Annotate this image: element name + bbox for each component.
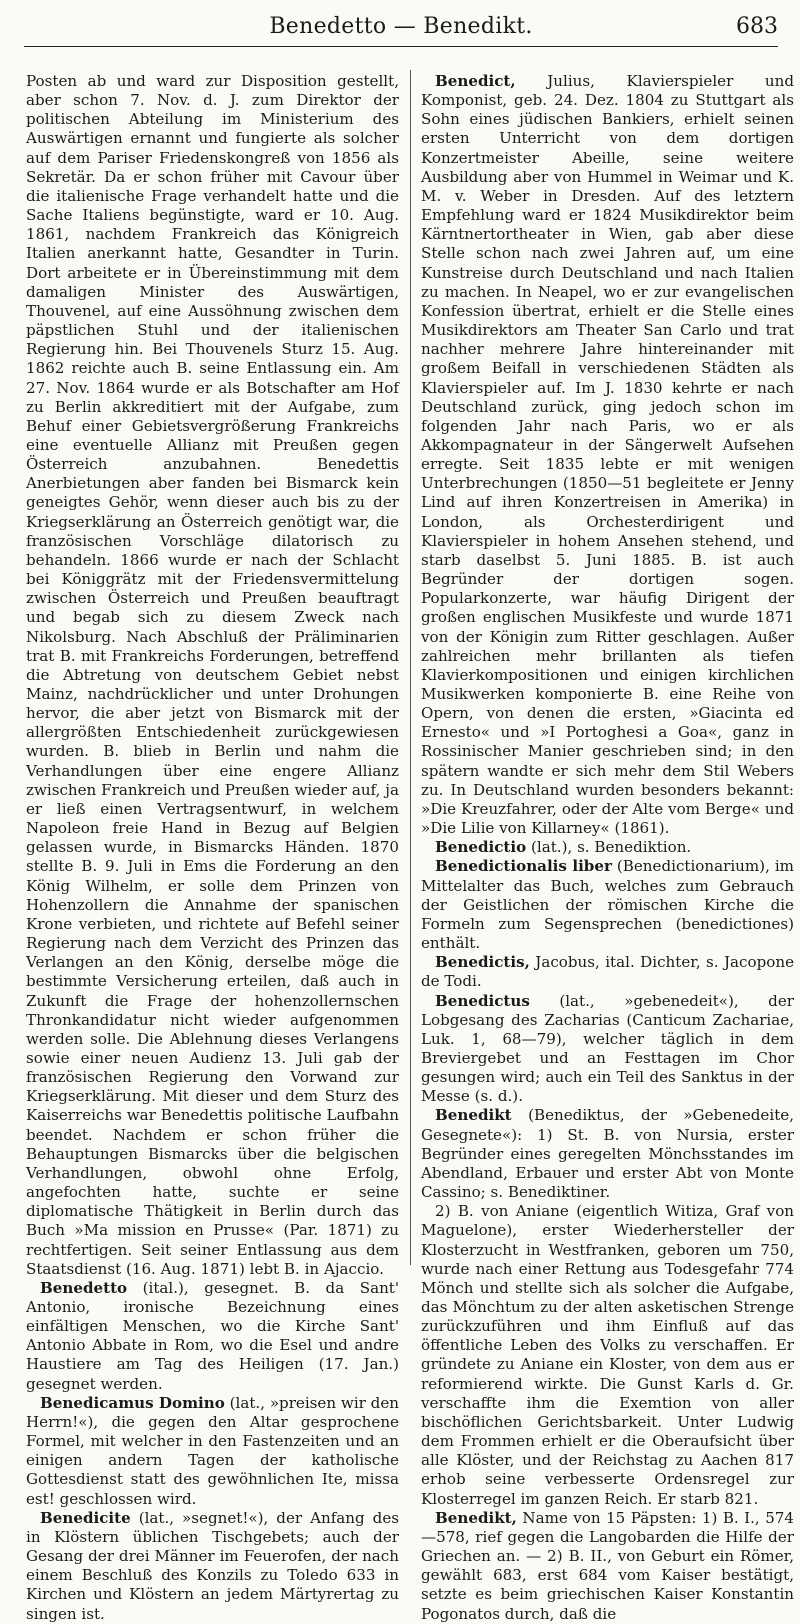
headword: Benedetto (40, 1278, 128, 1297)
entry-benedikt-saints (421, 1106, 794, 1202)
headword: Benedicite (40, 1508, 131, 1527)
entry-text: Jacobus, ital. Dichter, s. Jacopone de Todi. (421, 953, 794, 991)
page-number: 683 (736, 14, 778, 39)
entry-text: (Benedictionarium), im Mittelalter das Buch, welches zum Gebrauch der Geistlichen der römischen Kirche die Formeln zum Segensprechen (benedictiones) enthält. (421, 857, 794, 953)
right-column (421, 72, 794, 1624)
headword: Benedicamus Domino (40, 1393, 225, 1412)
entry-benedikt-aniane: 2) B. von Aniane (eigentlich Witiza, Graf von Maguelone), erster Wiederhersteller der Klosterzucht in Westfranken, geboren um 750, wurde nach einer Rettung aus Todesgefahr 774 Mönch und stellte sich als solcher die Aufgabe, das Mönchtum zu der alten asketischen Strenge zurückzuführen und ihm Einfluß auf das öffentliche Leben des Volks zu verschaffen. Er gründete zu Aniane ein Kloster, von dem aus er reformierend wirkte. Die Gunst Karls d. Gr. verschaffte ihm die Exemtion von aller bischöflichen Gerichtsbarkeit. Unter Ludwig dem Frommen erhielt er die Oberaufsicht über alle Klöster, und der Reichstag zu Aachen 817 erhob seine verbesserte Ordensregel zur Klosterregel im ganzen Reich. Er starb 821. (421, 1202, 794, 1508)
entry-benedictio (421, 838, 794, 857)
entry-benedicamus-domino (26, 1394, 399, 1509)
entry-text: (lat., »segnet!«), der Anfang des in Klöstern üblichen Tischgebets; auch der Gesang der drei Männer im Feuerofen, der nach einem Beschluß des Konzils zu Toledo 633 in Kirchen und Klöstern an jedem Märtyrertag zu singen ist. (26, 1508, 399, 1623)
headword: Benedictis, (435, 953, 530, 972)
continued-paragraph: Posten ab und ward zur Disposition gestellt, aber schon 7. Nov. d. J. zum Direktor der politischen Abteilung im Ministerium des Auswärtigen ernannt und fungierte als solcher auf dem Pariser Friedenskongreß von 1856 als Sekretär. Da er schon früher mit Cavour über die italienische Frage verhandelt hatte und die Sache Italiens begünstigte, ward er 10. Aug. 1861, nachdem Frankreich das Königreich Italien anerkannt hatte, Gesandter in Turin. Dort arbeitete er in Übereinstimmung mit dem damaligen Minister des Auswärtigen, Thouvenel, auf eine Aussöhnung zwischen dem päpstlichen Stuhl und der italienischen Regierung hin. Bei Thouvenels Sturz 15. Aug. 1862 reichte auch B. seine Entlassung ein. Am 27. Nov. 1864 wurde er als Botschafter am Hof zu Berlin akkreditiert mit der Aufgabe, zum Behuf einer Gebietsvergrößerung Frankreichs eine eventuelle Allianz mit Preußen gegen Österreich anzubahnen. Benedettis Anerbietungen aber fanden bei Bismarck kein geneigtes Gehör, wenn dieser auch bis zu der Kriegserklärung an Österreich genötigt war, die französischen Vorschläge dilatorisch zu behandeln. 1866 wurde er nach der Schlacht bei Königgrätz mit der Friedensvermittelung zwischen Österreich und Preußen beauftragt und begab sich zu diesem Zweck nach Nikolsburg. Nach Abschluß der Präliminarien trat B. mit Frankreichs Forderungen, betreffend die Abtretung von deutschem Gebiet nebst Mainz, nachdrücklicher und unter Drohungen hervor, die aber jetzt von Bismarck mit der allergrößten Entschiedenheit zurückgewiesen wurden. B. blieb in Berlin und nahm die Verhandlungen über eine engere Allianz zwischen Frankreich und Preußen wieder auf, ja er ließ einen Vertragsentwurf, in welchem Napoleon freie Hand in Bezug auf Belgien gelassen wurde, in Bismarcks Händen. 1870 stellte B. 9. Juli in Ems die Forderung an den König Wilhelm, er solle dem Prinzen von Hohenzollern die Annahme der spanischen Krone verbieten, und richtete auf Befehl seiner Regierung nach dem Verzicht des Prinzen das Verlangen an den König, derselbe möge die bestimmte Versicherung erteilen, daß auch in Zukunft die Frage der hohenzollernschen Thronkandidatur nicht wieder aufgenommen werden solle. Die Ablehnung dieses Verlangens sowie einer neuen Audienz 13. Juli gab der französischen Regierung den Vorwand zur Kriegserklärung. Mit dieser und dem Sturz des Kaiserreichs war Benedettis politische Laufbahn beendet. Nachdem er schon früher die Behauptungen Bismarcks über die belgischen Verhandlungen, obwohl ohne Erfolg, angefochten hatte, suchte er seine diplomatische Thätigkeit in Berlin durch das Buch »Ma mission en Prusse« (Par. 1871) zu rechtfertigen. Seit seiner Entlassung aus dem Staatsdienst (16. Aug. 1871) lebt B. in Ajaccio. (26, 72, 399, 1278)
entry-benedikt-popes (421, 1509, 794, 1624)
left-column (26, 72, 399, 1624)
entry-benedict-julius (421, 72, 794, 838)
headword: Benedikt, (435, 1508, 517, 1527)
entry-benedictionalis-liber (421, 857, 794, 953)
headword: Benedict, (435, 72, 516, 90)
column-divider (410, 70, 411, 1265)
entry-text: Julius, Klavierspieler und Komponist, geb. 24. Dez. 1804 zu Stuttgart als Sohn eines jüdischen Bankiers, erhielt seinen ersten Unterricht von dem dortigen Konzertmeister Abeille, seine weitere Ausbildung aber von Hummel in Weimar und K. M. v. Weber in Dresden. Auf des letztern Empfehlung ward er 1824 Musikdirektor beim Kärntnertortheater in Wien, gab aber diese Stelle schon nach zwei Jahren auf, um eine Kunstreise durch Deutschland und nach Italien zu machen. In Neapel, wo er zur evangelischen Konfession übertrat, erhielt er die Stelle eines Musikdirektors am Theater San Carlo und trat nachher mehrere Jahre hintereinander mit großem Beifall in verschiedenen Städten als Klavierspieler auf. Im J. 1830 kehrte er nach Deutschland zurück, ging jedoch schon im folgenden Jahr nach Paris, wo er als Akkompagnateur in der Sängerwelt Aufsehen erregte. Seit 1835 lebte er mit wenigen Unterbrechungen (1850—51 begleitete er Jenny Lind auf ihren Konzertreisen in Amerika) in London, als Orchesterdirigent und Klavierspieler in hohem Ansehen stehend, und starb daselbst 5. Juni 1885. B. ist auch Begründer der dortigen sogen. Popularkonzerte, war häufig Dirigent der großen englischen Musikfeste und wurde 1871 von der Königin zum Ritter geschlagen. Außer zahlreichen mehr brillanten als tiefen Klavierkompositionen und einigen kirchlichen Musikwerken komponierte B. eine Reihe von Opern, von denen die ersten, »Giacinta ed Ernesto« und »I Portoghesi a Goa«, ganz in Rossinischer Manier geschrieben sind; in den spätern wandte er sich mehr dem Stil Webers zu. In Deutschland wurden besonders bekannt: »Die Kreuzfahrer, oder der Alte vom Berge« und »Die Lilie von Killarney« (1861). (421, 72, 794, 838)
headword: Benedictio (435, 838, 527, 857)
running-title: Benedetto — Benedikt. (269, 14, 533, 39)
entry-text: (lat., »preisen wir den Herrn!«), die gegen den Altar gesprochene Formel, mit welcher in den Fastenzeiten und an einigen andern Tagen der katholische Gottesdienst statt des gewöhnlichen Ite, missa est! geschlossen wird. (26, 1393, 399, 1508)
entry-text: Name von 15 Päpsten: 1) B. I., 574—578, rief gegen die Langobarden die Hilfe der Griechen an. — 2) B. II., von Geburt ein Römer, gewählt 683, erst 684 vom Kaiser bestätigt, setzte es beim griechischen Kaiser Konstantin Pogonatos durch, daß die (421, 1508, 794, 1623)
headword: Benedictus (435, 991, 530, 1010)
entry-benedetto (26, 1279, 399, 1394)
headword: Benedikt (435, 1106, 512, 1125)
headword: Benedictionalis liber (435, 857, 612, 876)
entry-benedicite (26, 1509, 399, 1624)
entry-text: (lat.), s. Benediktion. (526, 838, 692, 857)
entry-text: (Benediktus, der »Gebenedeite, Gesegnete«): 1) St. B. von Nursia, erster Begründer eines geregelten Mönchsstandes im Abendland, Erbauer und erster Abt von Monte Cassino; s. Benediktiner. (421, 1106, 794, 1202)
page-header (24, 12, 778, 47)
entry-text: (ital.), gesegnet. B. da Sant' Antonio, ironische Bezeichnung eines einfältigen Menschen, wo die Kirche Sant' Antonio Abbate in Rom, wo die Esel und andre Haustiere am Tag des Heiligen (17. Jan.) gesegnet werden. (26, 1278, 399, 1393)
entry-text: (lat., »gebenedeit«), der Lobgesang des Zacharias (Canticum Zachariae, Luk. 1, 68—79), welcher täglich in dem Breviergebet und an Festtagen im Chor gesungen wird; auch ein Teil des Sanktus in der Messe (s. d.). (421, 991, 794, 1106)
entry-benedictus (421, 992, 794, 1107)
entry-benedictis (421, 953, 794, 991)
